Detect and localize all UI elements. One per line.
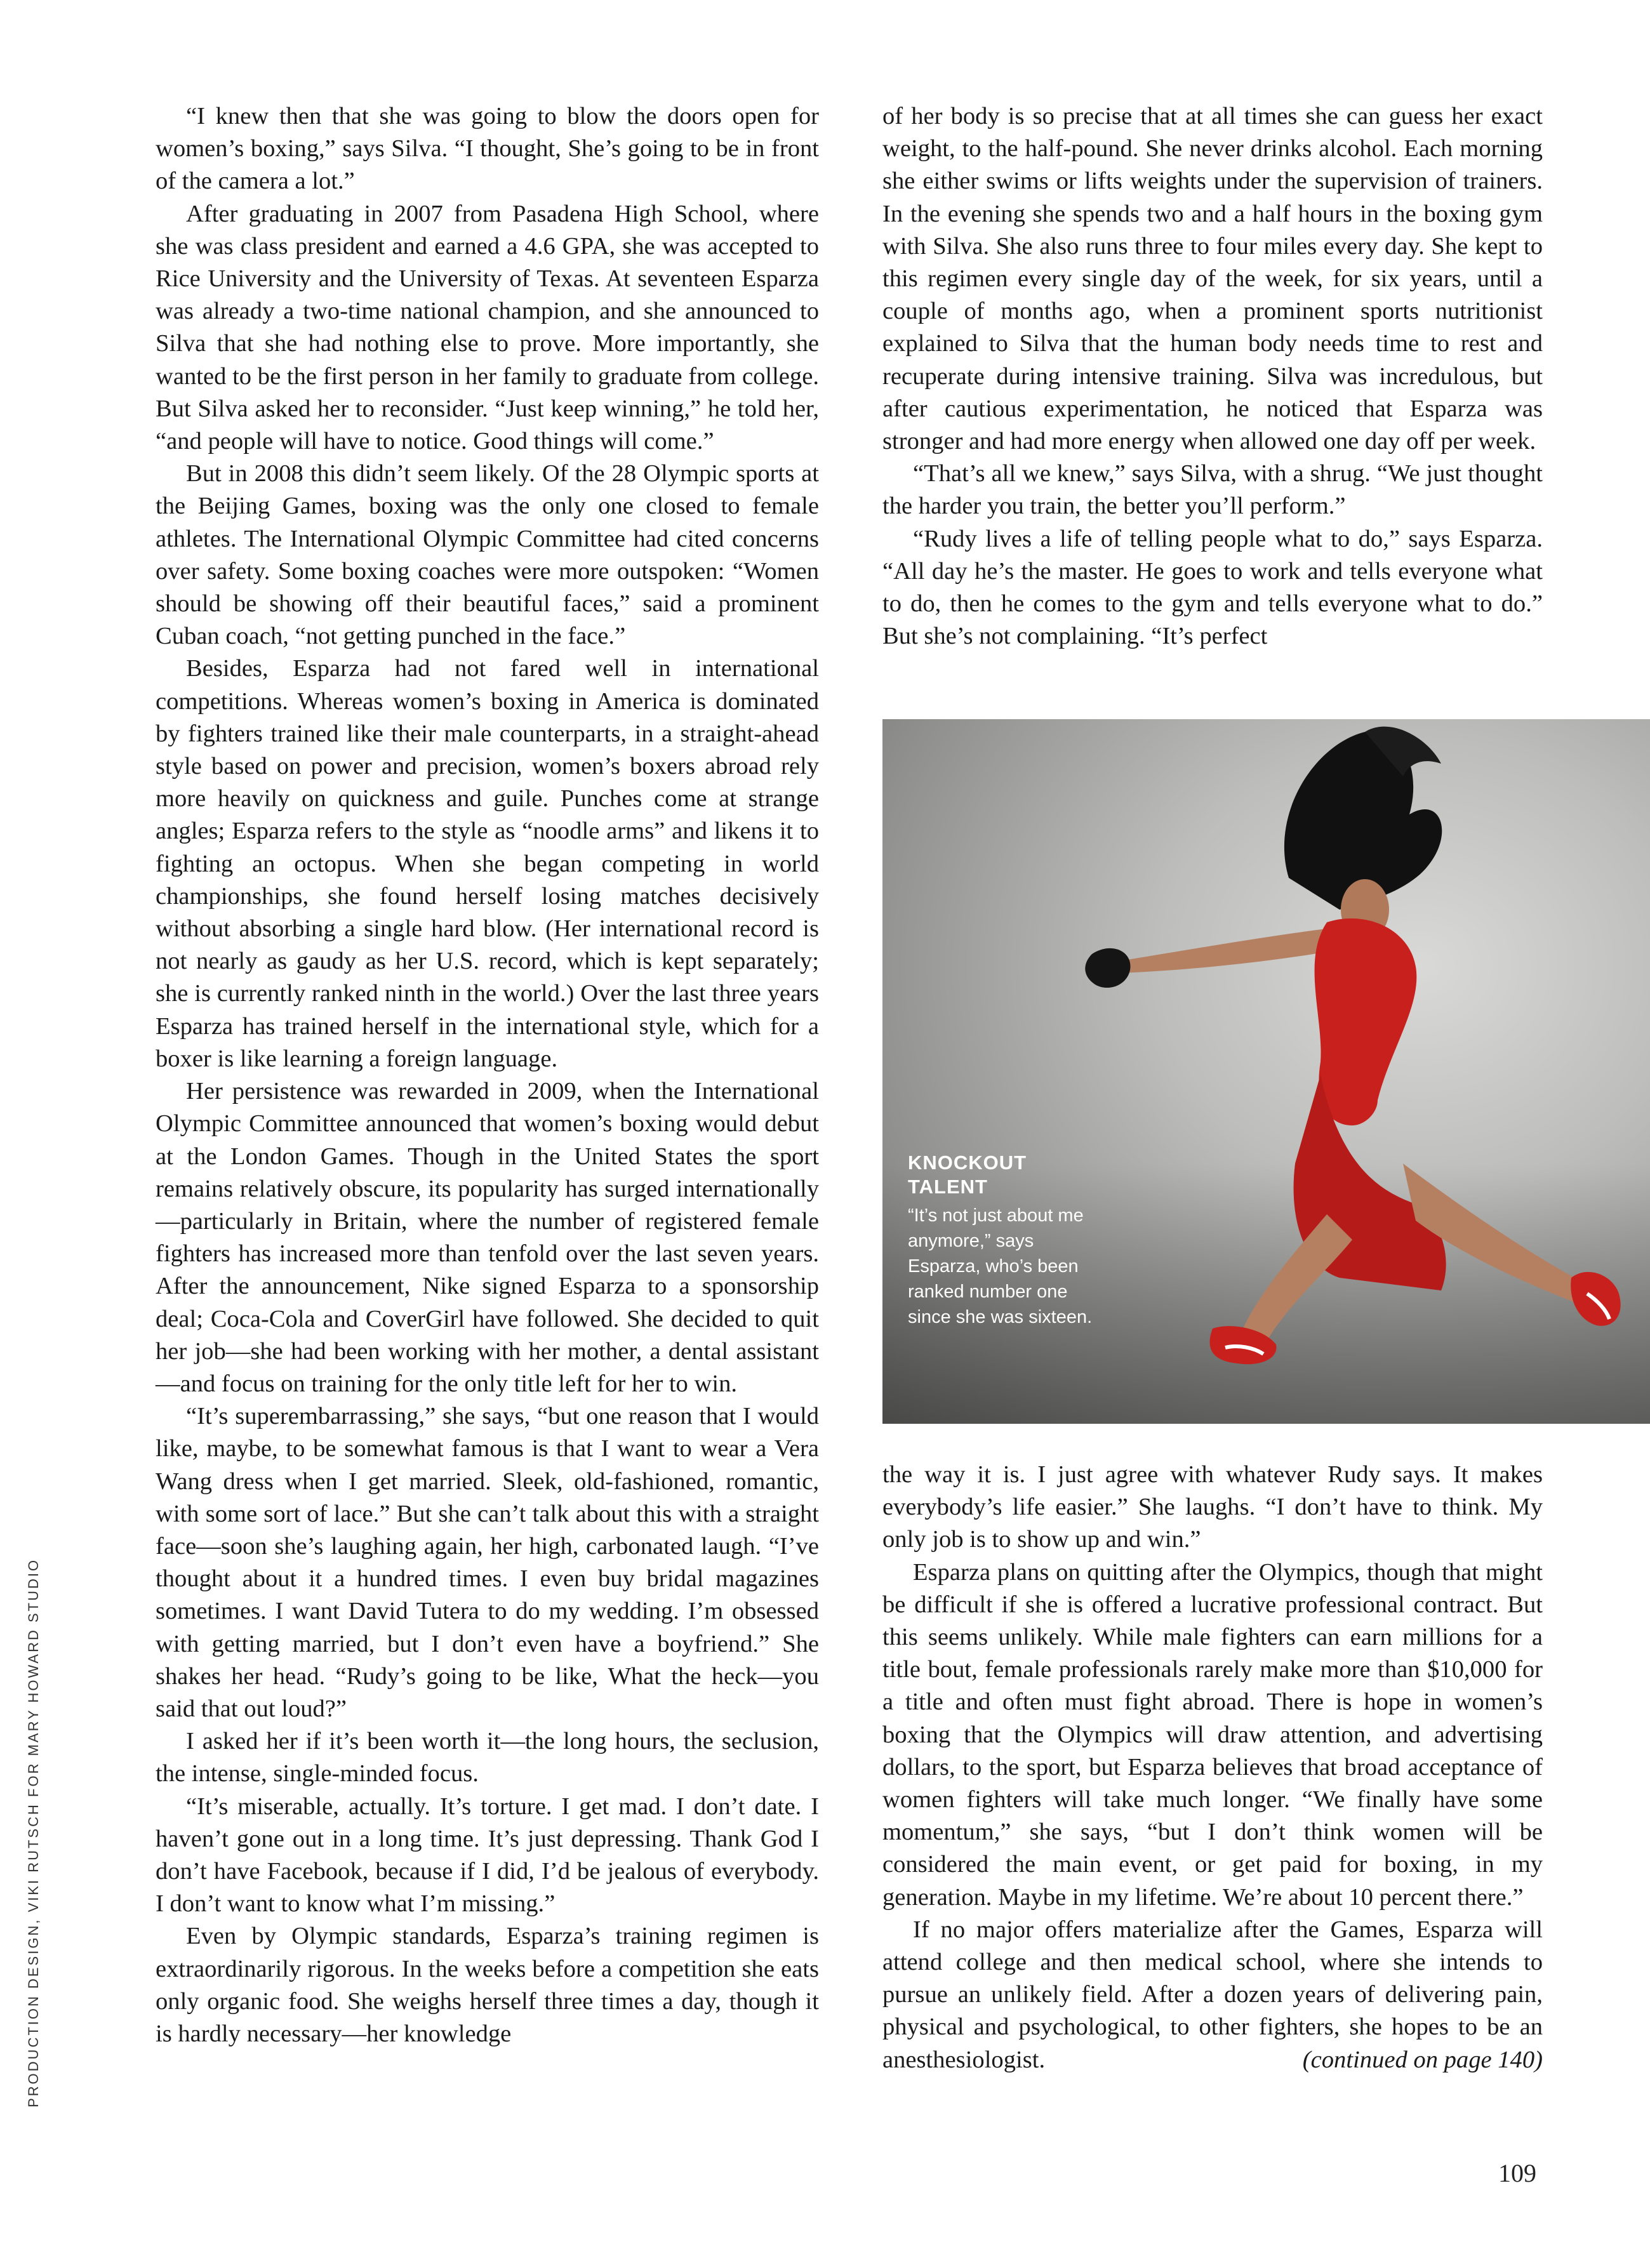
paragraph: But in 2008 this didn’t seem likely. Of the 28 Olympic sports at the Beijing Games, boxing was the only one closed to female athletes. The International Olympic Committee had cited concerns over safety. Some boxing coaches were more outspoken: “Women should be showing off their beautiful faces,” said a prominent Cuban coach, “not getting punched in the face.” — [156, 460, 819, 650]
paragraph — [882, 1914, 1543, 2076]
paragraph: Esparza plans on quitting after the Olympics, though that might be difficult if she is offered a lucrative professional contract. But this seems unlikely. While male fighters can earn millions for a title bout, female professionals rarely make more than $10,000 for a title and often must fight abroad. There is hope in women’s boxing that the Olympics will draw attention, and advertising dollars, to the sport, but Esparza believes that broad acceptance of women fighters will take much longer. “We finally have some momentum,” she says, “but I don’t think women will be considered the main event, or get paid for boxing, in my generation. Maybe in my lifetime. We’re about 10 percent there.” — [882, 1558, 1543, 1911]
article-column-left — [156, 100, 819, 2050]
caption-heading: KNOCKOUT TALENT — [908, 1151, 1027, 1198]
paragraph-text: If no major offers materialize after the Games, Esparza will attend college and then medical school, where she intends to pursue an unlikely field. After a dozen years of delivering pain, physical and psychological, to other fighters, she hopes to be an anesthesiologist. — [882, 1916, 1543, 2073]
caption-body: “It’s not just about me anymore,” says Esparza, who’s been ranked number one since she was sixteen. — [908, 1205, 1093, 1327]
paragraph: “I knew then that she was going to blow the doors open for women’s boxing,” says Silva. “I thought, She’s going to be in front of the camera a lot.” — [156, 103, 819, 195]
paragraph: Her persistence was rewarded in 2009, when the International Olympic Committee announced that women’s boxing would debut at the London Games. Though in the United States the sport remains relatively obscure, its popularity has surged internationally—particularly in Britain, where the number of registered female fighters has increased more than tenfold over the last seven years. After the announcement, Nike signed Esparza to a sponsorship deal; Coca-Cola and CoverGirl have followed. She decided to quit her job—she had been working with her mother, a dental assistant—and focus on training for the only title left for her to win. — [156, 1078, 819, 1397]
continued-note: (continued on page 140) — [1302, 2046, 1543, 2073]
page-number: 109 — [1498, 2159, 1536, 2187]
article-column-right-top — [882, 100, 1543, 653]
paragraph: the way it is. I just agree with whatever Rudy says. It makes everybody’s life easier.” She laughs. “I don’t have to think. My only job is to show up and win.” — [882, 1461, 1543, 1553]
article-column-right-bottom — [882, 1459, 1543, 2076]
paragraph: “It’s superembarrassing,” she says, “but one reason that I would like, maybe, to be somewhat famous is that I want to wear a Vera Wang dress when I get married. Sleek, old-fashioned, romantic, with some sort of lace.” But she can’t talk about this with a straight face—soon she’s laughing again, her high, carbonated laugh. “I’ve thought about it a hundred times. I even buy bridal magazines sometimes. I want David Tutera to do my wedding. I’m obsessed with getting married, but I don’t even have a boyfriend.” She shakes her head. “Rudy’s going to be like, What the heck—you said that out loud?” — [156, 1403, 819, 1722]
paragraph: “It’s miserable, actually. It’s torture. I get mad. I don’t date. I haven’t gone out in a long time. It’s just depressing. Thank God I don’t have Facebook, because if I did, I’d be jealous of everybody. I don’t want to know what I’m missing.” — [156, 1793, 819, 1918]
paragraph: “That’s all we knew,” says Silva, with a shrug. “We just thought the harder you train, the better you’ll perform.” — [882, 460, 1543, 520]
paragraph: I asked her if it’s been worth it—the long hours, the seclusion, the intense, single-minded focus. — [156, 1728, 819, 1787]
paragraph: Besides, Esparza had not fared well in international competitions. Whereas women’s boxing in America is dominated by fighters trained like their male counterparts, in a straight-ahead style based on power and precision, women’s boxers abroad rely more heavily on quickness and guile. Punches come at strange angles; Esparza refers to the style as “noodle arms” and likens it to fighting an octopus. When she began competing in world championships, she found herself losing matches decisively without absorbing a single hard blow. (Her international record is not nearly as gaudy as her U.S. record, which is kept separately; she is currently ranked ninth in the world.) Over the last three years Esparza has trained herself in the international style, which for a boxer is like learning a foreign language. — [156, 655, 819, 1072]
photo-caption — [908, 1151, 1098, 1330]
paragraph: of her body is so precise that at all times she can guess her exact weight, to the half-pound. She never drinks alcohol. Each morning she either swims or lifts weights under the supervision of trainers. In the evening she spends two and a half hours in the boxing gym with Silva. She also runs three to four miles every day. She kept to this regimen every single day of the week, for six years, until a couple of months ago, when a prominent sports nutritionist explained to Silva that the human body needs time to rest and recuperate during intensive training. Silva was incredulous, but after cautious experimentation, he noticed that Esparza was stronger and had more energy when allowed one day off per week. — [882, 103, 1543, 455]
photo-credit: PRODUCTION DESIGN, VIKI RUTSCH FOR MARY HOWARD STUDIO — [25, 1558, 41, 2107]
paragraph: Even by Olympic standards, Esparza’s training regimen is extraordinarily rigorous. In the weeks before a competition she eats only organic food. She weighs herself three times a day, though it is hardly necessary—her knowledge — [156, 1923, 819, 2047]
paragraph: After graduating in 2007 from Pasadena High School, where she was class president and earned a 4.6 GPA, she was accepted to Rice University and the University of Texas. At seventeen Esparza was already a two-time national champion, and she announced to Silva that she had nothing else to prove. More importantly, she wanted to be the first person in her family to graduate from college. But Silva asked her to reconsider. “Just keep winning,” he told her, “and people will have to notice. Good things will come.” — [156, 200, 819, 455]
paragraph: “Rudy lives a life of telling people what to do,” says Esparza. “All day he’s the master. He goes to work and tells everyone what to do, then he comes to the gym and tells everyone what to do.” But she’s not complaining. “It’s perfect — [882, 525, 1543, 650]
boxer-photo — [882, 719, 1650, 1424]
